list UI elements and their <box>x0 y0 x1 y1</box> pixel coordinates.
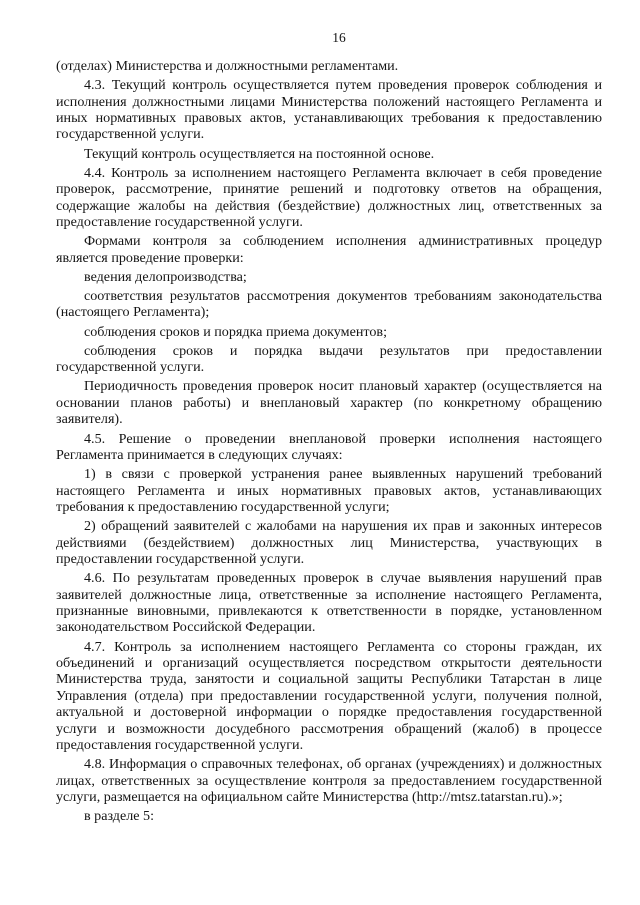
paragraph-4-8: 4.8. Информация о справочных телефонах, об органах (учреждениях) и должностных лицах, ответственных за осуществление контроля за предоставлением государственной услуги, размещается на официальном сайте Министерства (http://mtsz.tatarstan.ru).»; <box>56 756 602 806</box>
list-item-case-1: 1) в связи с проверкой устранения ранее выявленных нарушений требований настоящего Регламента и иных нормативных правовых актов, устанавливающих требования к предоставлению государственной услуги; <box>56 466 602 515</box>
list-item-record-keeping: ведения делопроизводства; <box>84 268 247 285</box>
paragraph-control-forms: Формами контроля за соблюдением исполнения административных процедур является проведение проверки: <box>56 233 602 266</box>
paragraph-4-4: 4.4. Контроль за исполнением настоящего Регламента включает в себя проведение проверок, рассмотрение, принятие решений и подготовку ответов на обращения, содержащие жалобы на действия (бездействие) должностных лиц, ответственных за предоставление государственной услуги. <box>56 164 602 231</box>
paragraph-4-3: 4.3. Текущий контроль осуществляется путем проведения проверок соблюдения и исполнения должностными лицами Министерства положений настоящего Регламента и иных нормативных правовых актов, устанавливающих требования к предоставлению государственной услуги. <box>56 77 602 143</box>
paragraph-continuation: (отделах) Министерства и должностными регламентами. <box>56 58 399 74</box>
paragraph-4-6: 4.6. По результатам проведенных проверок в случае выявления нарушений прав заявителей должностные лица, ответственные за исполнение настоящего Регламента, признанные виновными, привлекаются к ответственности в порядке, установленном законодательством Российской Федерации. <box>56 570 602 636</box>
list-item-case-2: 2) обращений заявителей с жалобами на нарушения их прав и законных интересов действиями (бездействием) должностных лиц Министерства, участвующих в предоставлении государственной услуги. <box>56 518 602 567</box>
page-number: 16 <box>332 30 346 45</box>
document-body <box>56 58 602 825</box>
list-item-compliance: соответствия результатов рассмотрения документов требованиям законодательства (настоящего Регламента); <box>56 288 602 321</box>
list-item-issuance-terms: соблюдения сроков и порядка выдачи результатов при предоставлении государственной услуги. <box>56 342 602 376</box>
paragraph-periodicity: Периодичность проведения проверок носит плановый характер (осуществляется на основании планов работы) и внеплановый характер (по конкретному обращению заявителя). <box>56 378 602 428</box>
list-item-acceptance-terms: соблюдения сроков и порядка приема документов; <box>84 323 387 340</box>
paragraph-current-control: Текущий контроль осуществляется на постоянной основе. <box>84 145 435 162</box>
paragraph-4-5: 4.5. Решение о проведении внеплановой проверки исполнения настоящего Регламента принимается в следующих случаях: <box>56 430 602 463</box>
paragraph-4-7: 4.7. Контроль за исполнением настоящего Регламента со стороны граждан, их объединений и организаций осуществляется посредством открытости деятельности Министерства труда, занятости и социальной защиты Республики Татарстан в лице Управления (отдела) при предоставлении государственной услуги, получения полной, актуальной и достоверной информации о порядке предоставления государственной услуги и возможности досудебного рассмотрения обращений (жалоб) в процессе предоставления государственной услуги. <box>56 638 602 753</box>
paragraph-section-5: в разделе 5: <box>84 808 154 825</box>
